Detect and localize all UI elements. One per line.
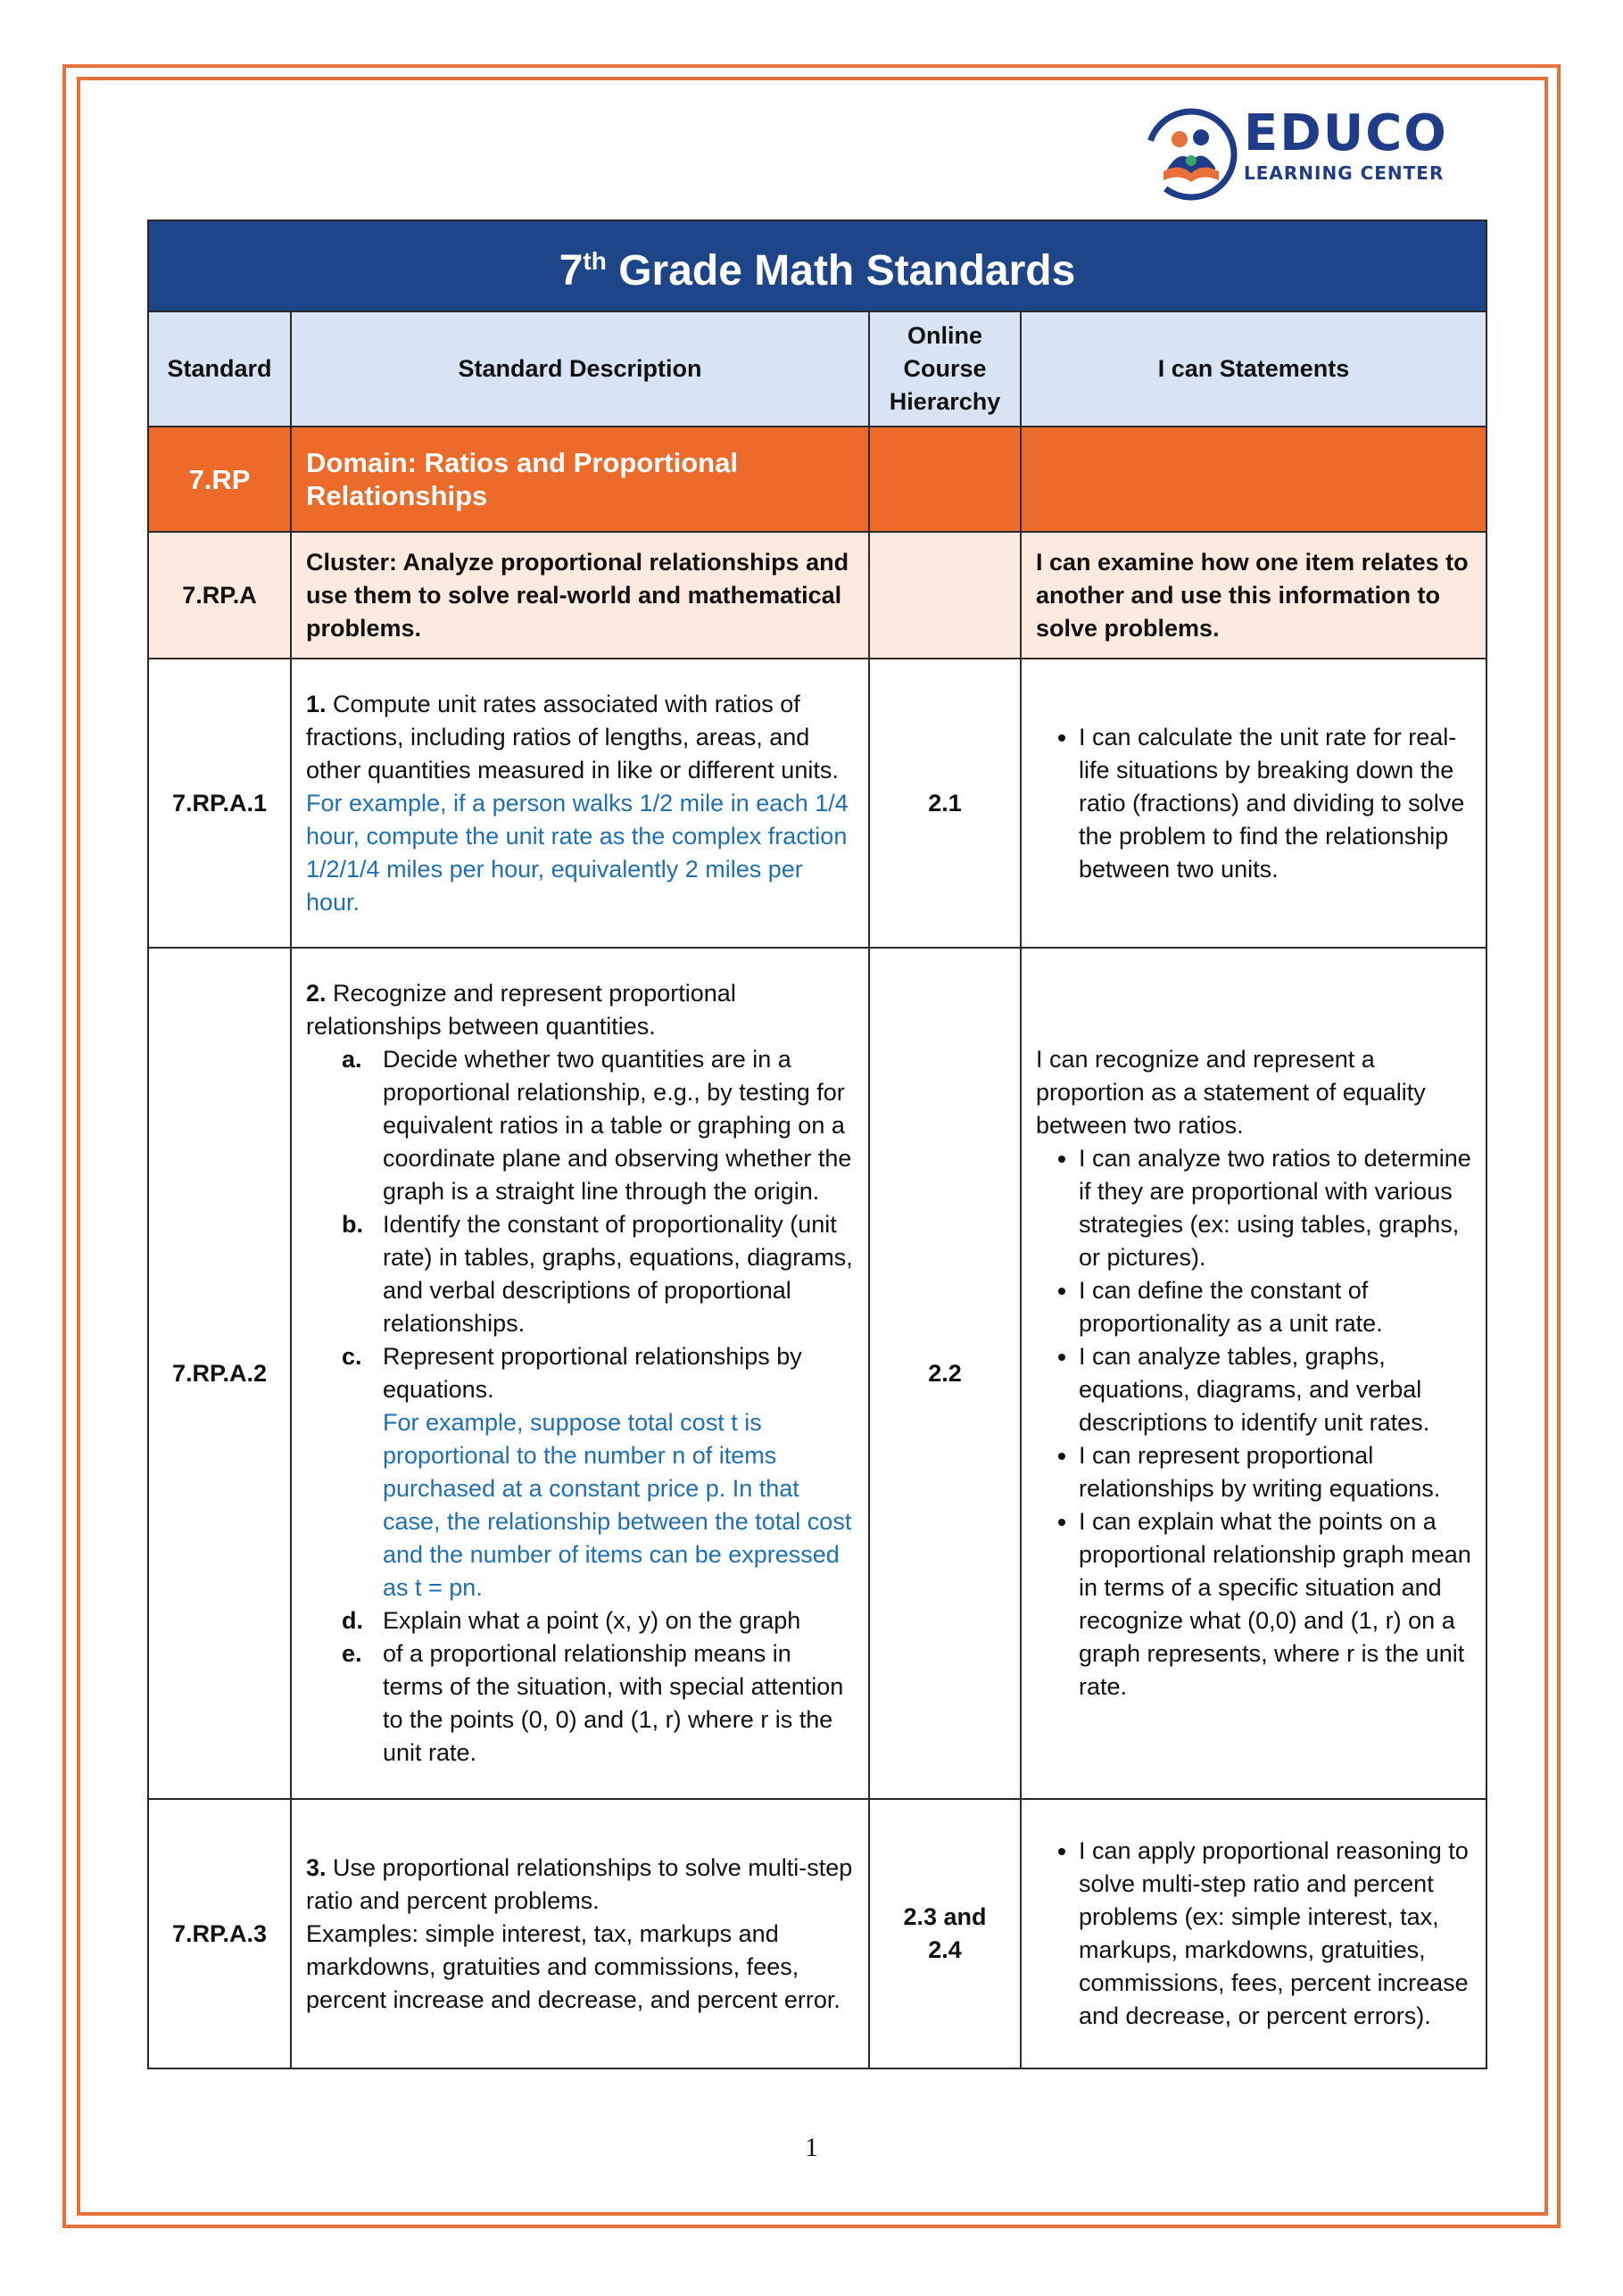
- page-number: 1: [805, 2133, 818, 2162]
- table-header-row: [148, 311, 1486, 427]
- educo-logo: [1144, 105, 1469, 205]
- list-item: • I can apply proportional reasoning to solve multi-step ratio and percent problems (ex: simple interest, tax, markups, markdowns, gratuities, commissions, fees, percent increase and decrease, or percent errors).: [1079, 1835, 1471, 2033]
- list-item: d. Explain what a point (x, y) on the graph: [342, 1607, 801, 1634]
- course-hierarchy: 2.3 and 2.4: [869, 1799, 1021, 2068]
- standard-description: 1. Compute unit rates associated with ratios of fractions, including ratios of lengths, areas, and other quantities measured in like or different units. For example, if a person walks 1/2 mile in each 1/4 hour, compute the unit rate as the complex fraction 1/2/1/4 miles per hour, equivalently 2 miles per hour.: [291, 659, 869, 948]
- standard-description: 3. Use proportional relationships to solve multi-step ratio and percent problems. Examples: simple interest, tax, markups and markdowns, gratuities and commissions, fees, percent increase and decrease, and percent error.: [291, 1799, 869, 2068]
- cluster-text: Cluster: Analyze proportional relationships and use them to solve real-world and mathematical problems.: [291, 532, 869, 659]
- list-item: • I can analyze tables, graphs, equations, diagrams, and verbal descriptions to identify unit rates.: [1079, 1340, 1471, 1439]
- table-row: [148, 659, 1486, 948]
- domain-row: [148, 427, 1486, 532]
- header-standard: Standard: [148, 311, 291, 427]
- list-item: c. Represent proportional relationships by equations.: [342, 1343, 802, 1403]
- list-item: For example, suppose total cost t is proportional to the number n of items purchased at a constant price p. In that case, the relationship between the total cost and the number of items can be expressed as t = pn.: [383, 1409, 852, 1601]
- domain-code: 7.RP: [148, 427, 291, 532]
- cluster-code: 7.RP.A: [148, 532, 291, 659]
- list-item: b. Identify the constant of proportionality (unit rate) in tables, graphs, equations, diagrams, and verbal descriptions of proportional relationships.: [342, 1211, 853, 1337]
- list-item: a. Decide whether two quantities are in a proportional relationship, e.g., by testing for equivalent ratios in a table or graphing on a coordinate plane and observing whether the graph is a straight line through the origin.: [342, 1046, 852, 1205]
- i-can-statements: [1021, 659, 1486, 948]
- header-description: Standard Description: [291, 311, 869, 427]
- domain-hierarchy: [869, 427, 1021, 532]
- standard-code: 7.RP.A.1: [148, 659, 291, 948]
- list-item: • I can analyze two ratios to determine if they are proportional with various strategies (ex: using tables, graphs, or pictures).: [1079, 1142, 1471, 1274]
- standards-table: [147, 220, 1487, 2069]
- table-row: [148, 948, 1486, 1799]
- list-item: • I can calculate the unit rate for real-life situations by breaking down the ratio (fractions) and dividing to solve the problem to find the relationship between two units.: [1079, 721, 1471, 886]
- list-item: e. of a proportional relationship means in terms of the situation, with special attention to the points (0, 0) and (1, r) where r is the unit rate.: [342, 1640, 844, 1766]
- table-row: [148, 1799, 1486, 2068]
- standard-description: 2. Recognize and represent proportional relationships between quantities. a. Decide whether two quantities are in a proportional relationship, e.g., by testing for equivalent ratios in a table or graphing on a coordinate plane and observing whether the graph is a straight line through the origin. b. Identify the constant of proportionality (unit rate) in tables, graphs, equations, diagrams, and verbal descriptions of proportional relationships. c. Represent proportional relationships by equations. For example, suppose total cost t is proportional to the number n of items purchased at a constant price p. In that case, the relationship between the total cost and the number of items can be expressed as t = pn. d. Explain what a point (x, y) on the graph e. of a proportional relationship means in terms of the situation, with special attention to the points (0, 0) and (1, r) where r is the unit rate.: [291, 948, 869, 1799]
- list-item: • I can define the constant of proportionality as a unit rate.: [1079, 1274, 1471, 1340]
- domain-statement: [1021, 427, 1486, 532]
- i-can-statements: [1021, 948, 1486, 1799]
- standard-examples: Examples: simple interest, tax, markups and markdowns, gratuities and commissions, fees, percent increase and decrease, and percent error.: [306, 1919, 840, 2013]
- cluster-hierarchy: [869, 532, 1021, 659]
- statement-intro: I can recognize and represent a proportion as a statement of equality between two ratios.: [1036, 1046, 1426, 1139]
- domain-text: Domain: Ratios and Proportional Relationships: [291, 427, 869, 532]
- cluster-statement: I can examine how one item relates to another and use this information to solve problems.: [1021, 532, 1486, 659]
- standard-code: 7.RP.A.2: [148, 948, 291, 1799]
- header-hierarchy: Online Course Hierarchy: [869, 311, 1021, 427]
- standard-code: 7.RP.A.3: [148, 1799, 291, 2068]
- i-can-statements: [1021, 1799, 1486, 2068]
- course-hierarchy: 2.2: [869, 948, 1021, 1799]
- page-title: 7th Grade Math Standards: [148, 220, 1486, 311]
- table-title-row: [148, 220, 1486, 311]
- standard-example: For example, if a person walks 1/2 mile in each 1/4 hour, compute the unit rate as the complex fraction 1/2/1/4 miles per hour, equivalently 2 miles per hour.: [306, 789, 849, 916]
- header-statements: I can Statements: [1021, 311, 1486, 427]
- logo-subtitle-text: LEARNING CENTER: [1244, 162, 1445, 184]
- course-hierarchy: 2.1: [869, 659, 1021, 948]
- list-item: • I can explain what the points on a proportional relationship graph mean in terms of a specific situation and recognize what (0,0) and (1, r) on a graph represents, where r is the unit rate.: [1079, 1505, 1471, 1703]
- logo-brand-text: EDUCO: [1244, 104, 1448, 162]
- logo-emblem-icon: [1144, 107, 1238, 202]
- list-item: • I can represent proportional relationships by writing equations.: [1079, 1439, 1471, 1505]
- cluster-row: [148, 532, 1486, 659]
